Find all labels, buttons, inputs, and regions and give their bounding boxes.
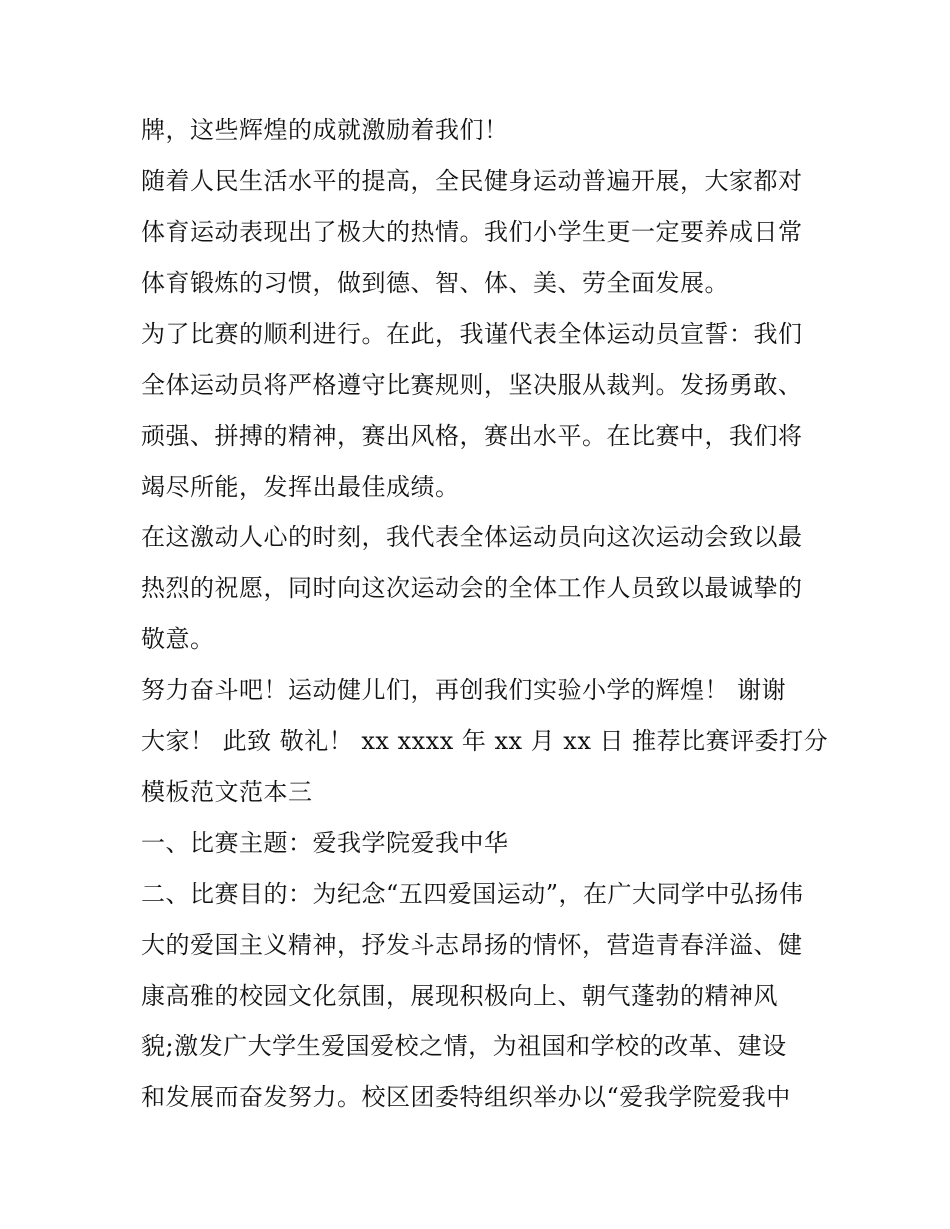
text-line: 随着人民生活水平的提高，全民健身运动普遍开展，大家都对 bbox=[141, 167, 803, 195]
text-line: 敬意。 bbox=[141, 625, 215, 653]
text-line: 大的爱国主义精神，抒发斗志昂扬的情怀，营造青春洋溢、健 bbox=[141, 931, 803, 959]
text-line: 大家！ 此致 敬礼！ xx xxxx 年 xx 月 xx 日 推荐比赛评委打分 bbox=[141, 727, 829, 755]
text-line: 全体运动员将严格遵守比赛规则，坚决服从裁判。发扬勇敢、 bbox=[141, 371, 803, 399]
text-line: 努力奋斗吧！运动健儿们，再创我们实验小学的辉煌！ 谢谢 bbox=[141, 676, 787, 704]
text-line: 体育运动表现出了极大的热情。我们小学生更一定要养成日常 bbox=[141, 218, 803, 246]
text-line: 竭尽所能，发挥出最佳成绩。 bbox=[141, 473, 460, 501]
text-line: 康高雅的校园文化氛围，展现积极向上、朝气蓬勃的精神风 bbox=[141, 982, 778, 1010]
text-line: 二、比赛目的：为纪念“五四爱国运动”，在广大同学中弘扬伟 bbox=[141, 880, 804, 908]
text-line: 和发展而奋发努力。校区团委特组织举办以“爱我学院爱我中 bbox=[141, 1083, 791, 1111]
text-line: 在这激动人心的时刻，我代表全体运动员向这次运动会致以最 bbox=[141, 523, 803, 551]
text-line: 一、比赛主题：爱我学院爱我中华 bbox=[141, 829, 509, 857]
text-line: 体育锻炼的习惯，做到德、智、体、美、劳全面发展。 bbox=[141, 269, 729, 297]
text-line: 热烈的祝愿，同时向这次运动会的全体工作人员致以最诚挚的 bbox=[141, 574, 803, 602]
text-line: 貌;激发广大学生爱国爱校之情，为祖国和学校的改革、建设 bbox=[141, 1032, 787, 1060]
text-line: 顽强、拼搏的精神，赛出风格，赛出水平。在比赛中，我们将 bbox=[141, 422, 803, 450]
text-line: 模板范文范本三 bbox=[141, 778, 313, 806]
text-line: 为了比赛的顺利进行。在此，我谨代表全体运动员宣誓：我们 bbox=[141, 320, 803, 348]
text-line: 牌，这些辉煌的成就激励着我们！ bbox=[141, 116, 509, 144]
